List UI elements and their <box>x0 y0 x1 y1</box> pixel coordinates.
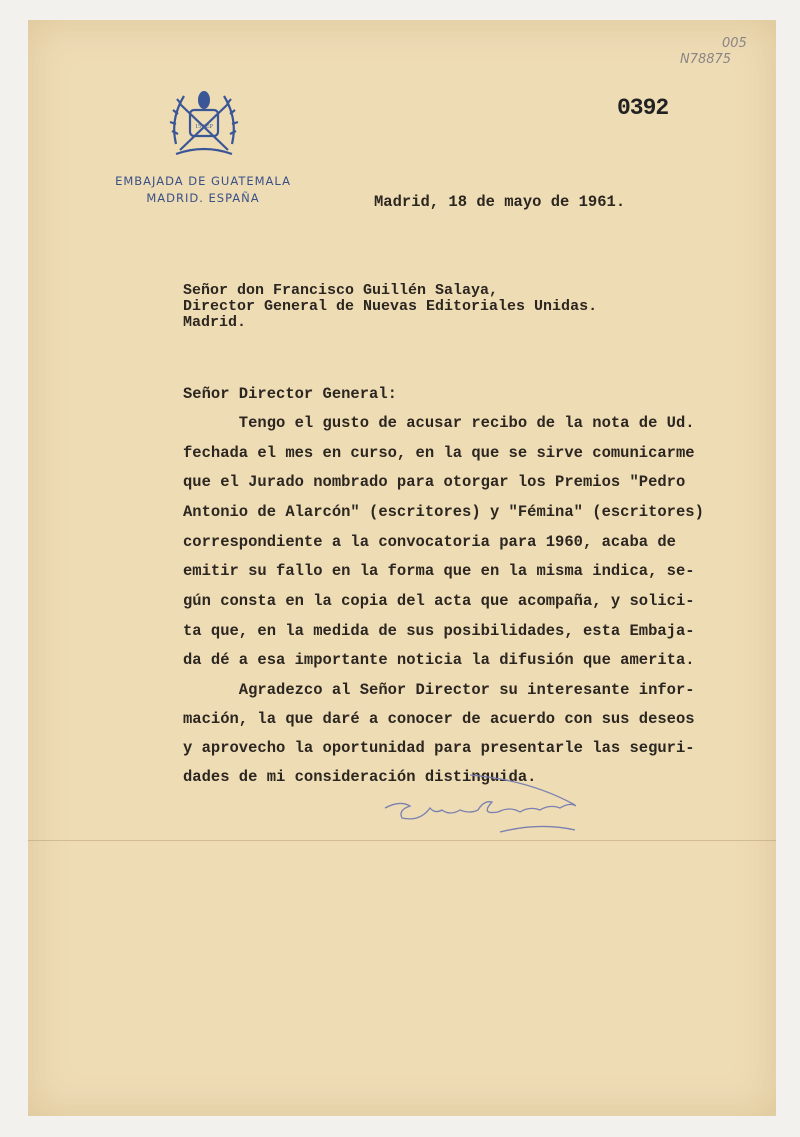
handwritten-signature <box>380 770 590 845</box>
addressee-line: Señor don Francisco Guillén Salaya, <box>183 282 499 299</box>
body-line: y aprovecho la oportunidad para presentarle las seguri- <box>183 739 695 757</box>
letterhead-line1: EMBAJADA DE GUATEMALA <box>115 174 291 188</box>
pencil-note-1: 005 <box>722 36 747 51</box>
date-line: Madrid, 18 de mayo de 1961. <box>374 193 626 211</box>
salutation: Señor Director General: <box>183 385 397 403</box>
body-line: da dé a esa importante noticia la difusión que amerita. <box>183 651 695 669</box>
body-line: emitir su fallo en la forma que en la misma indica, se- <box>183 562 695 580</box>
pencil-note-2: N78875 <box>680 52 732 67</box>
svg-text:15 SEP: 15 SEP <box>195 124 213 130</box>
body-line: correspondiente a la convocatoria para 1960, acaba de <box>183 533 676 551</box>
body-line: mación, la que daré a conocer de acuerdo con sus deseos <box>183 710 695 728</box>
body-line: fechada el mes en curso, en la que se sirve comunicarme <box>183 444 695 462</box>
body-line: gún consta en la copia del acta que acompaña, y solici- <box>183 592 695 610</box>
body-line: que el Jurado nombrado para otorgar los Premios "Pedro <box>183 473 686 491</box>
body-line: dades de mi consideración distinguida. <box>183 768 537 786</box>
letterhead-line2: MADRID. ESPAÑA <box>146 191 260 205</box>
archive-stamp-number: 0392 <box>617 95 669 121</box>
body-line: Tengo el gusto de acusar recibo de la nota de Ud. <box>183 414 695 432</box>
addressee-line: Madrid. <box>183 314 247 331</box>
guatemala-coat-of-arms-icon <box>166 84 242 160</box>
body-line: ta que, en la medida de sus posibilidades, esta Embaja- <box>183 622 695 640</box>
addressee-line: Director General de Nuevas Editoriales Unidas. <box>183 298 598 315</box>
body-line: Antonio de Alarcón" (escritores) y "Fémina" (escritores) <box>183 503 704 521</box>
body-line: Agradezco al Señor Director su interesante infor- <box>183 681 695 699</box>
